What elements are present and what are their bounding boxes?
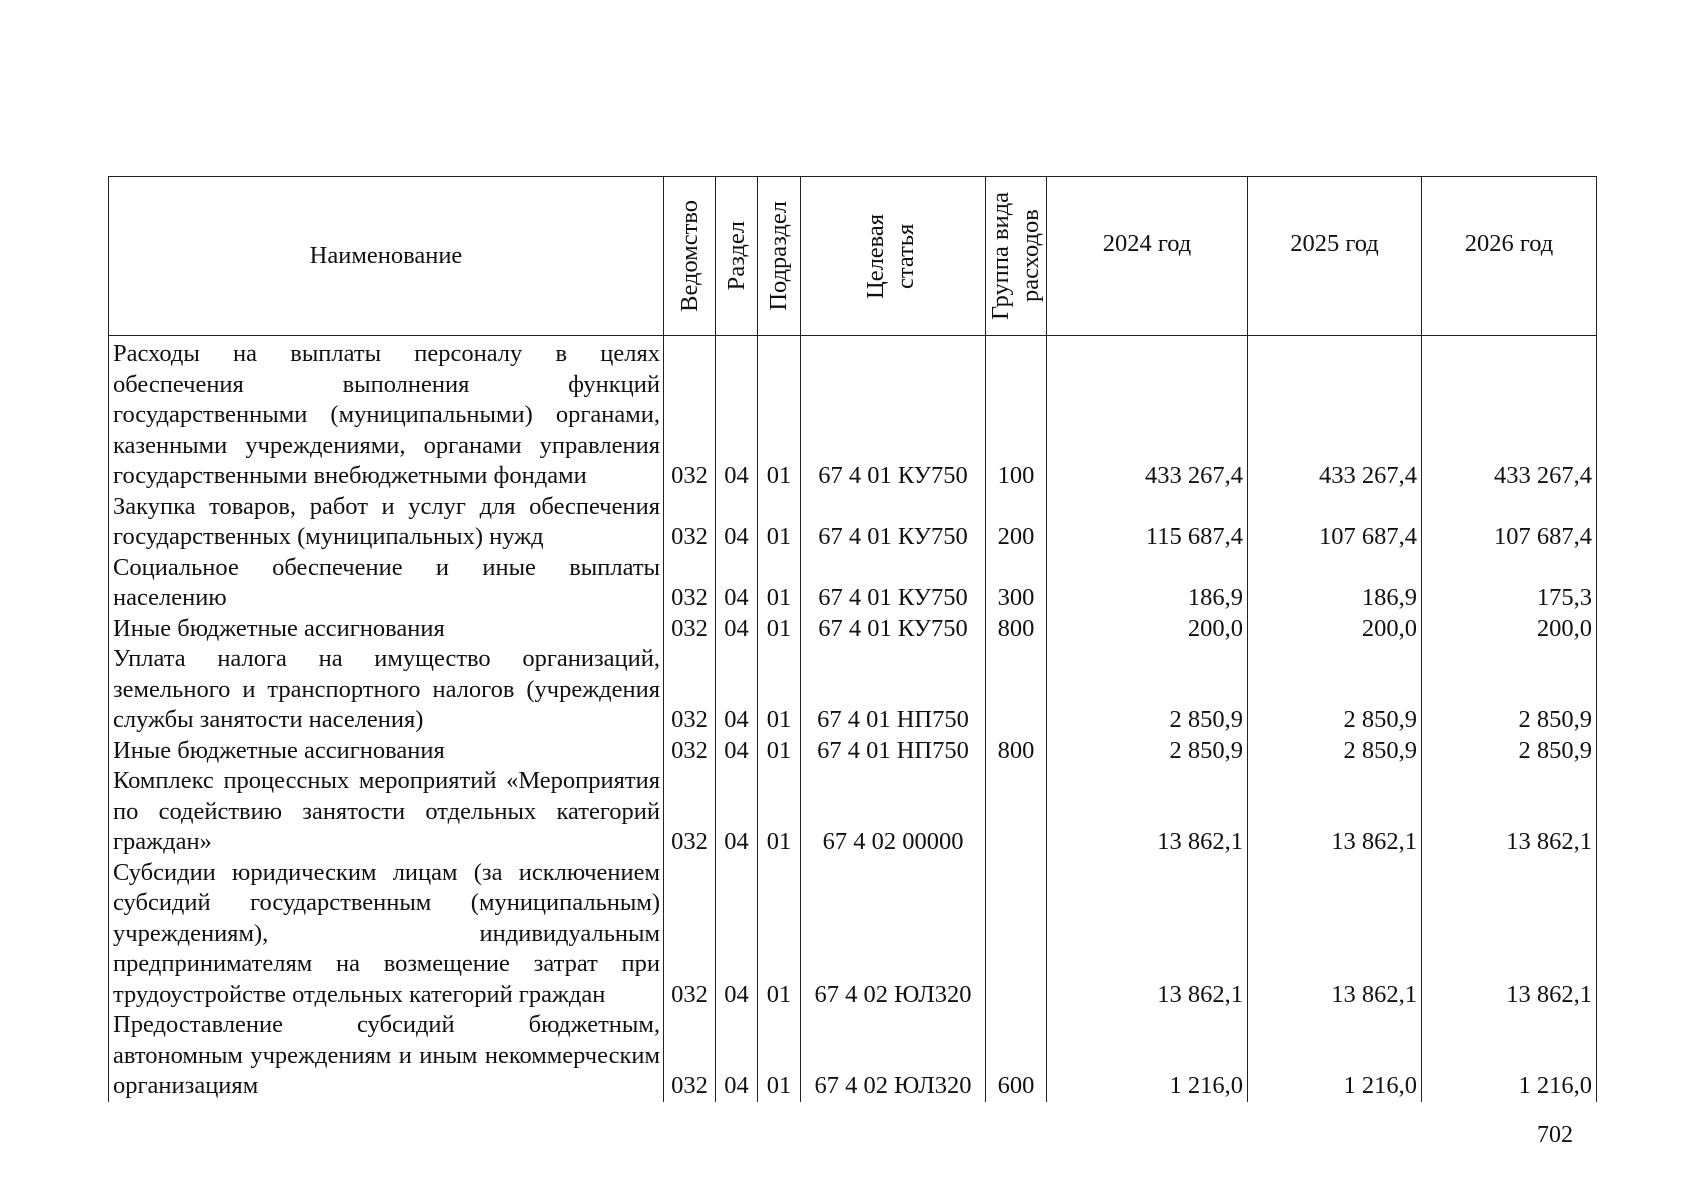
row-name: Социальное обеспечение и иные выплаты населению <box>109 553 664 614</box>
row-razdel: 04 <box>716 614 758 645</box>
row-vid-rashodov: 800 <box>986 736 1047 767</box>
row-celevaya-statya: 67 4 01 КУ750 <box>801 614 986 645</box>
row-value-2026: 13 862,1 <box>1422 858 1597 1011</box>
row-vedomstvo: 032 <box>664 766 716 858</box>
row-podrazdel: 01 <box>758 553 801 614</box>
row-vid-rashodov: 600 <box>986 1010 1047 1102</box>
row-vedomstvo: 032 <box>664 492 716 553</box>
table-row <box>109 644 1597 736</box>
row-value-2026: 433 267,4 <box>1422 336 1597 492</box>
row-name: Закупка товаров, работ и услуг для обеспечения государственных (муниципальных) нужд <box>109 492 664 553</box>
table-header-row <box>109 177 1597 336</box>
header-celevaya-statya: Целевая статья <box>801 177 986 336</box>
row-vid-rashodov: 100 <box>986 336 1047 492</box>
row-value-2026: 200,0 <box>1422 614 1597 645</box>
row-value-2026: 1 216,0 <box>1422 1010 1597 1102</box>
row-celevaya-statya: 67 4 01 НП750 <box>801 644 986 736</box>
row-podrazdel: 01 <box>758 858 801 1011</box>
row-razdel: 04 <box>716 858 758 1011</box>
row-vid-rashodov <box>986 766 1047 858</box>
row-name: Иные бюджетные ассигнования <box>109 614 664 645</box>
row-name: Расходы на выплаты персоналу в целях обеспечения выполнения функций государственными (муниципальными) органами, казенными учреждениями, органами управления государственными внебюджетными фондами <box>109 336 664 492</box>
row-value-2026: 13 862,1 <box>1422 766 1597 858</box>
table-row <box>109 858 1597 1011</box>
row-razdel: 04 <box>716 644 758 736</box>
row-vedomstvo: 032 <box>664 736 716 767</box>
row-value-2025: 13 862,1 <box>1248 858 1422 1011</box>
row-value-2024: 433 267,4 <box>1047 336 1248 492</box>
row-value-2025: 433 267,4 <box>1248 336 1422 492</box>
row-razdel: 04 <box>716 336 758 492</box>
row-vedomstvo: 032 <box>664 858 716 1011</box>
table-row <box>109 614 1597 645</box>
row-vid-rashodov <box>986 858 1047 1011</box>
row-vid-rashodov: 300 <box>986 553 1047 614</box>
header-razdel: Раздел <box>716 177 758 336</box>
row-value-2026: 2 850,9 <box>1422 644 1597 736</box>
header-vedomstvo: Ведомство <box>664 177 716 336</box>
row-value-2024: 200,0 <box>1047 614 1248 645</box>
row-value-2025: 200,0 <box>1248 614 1422 645</box>
row-vid-rashodov: 800 <box>986 614 1047 645</box>
row-celevaya-statya: 67 4 01 НП750 <box>801 736 986 767</box>
row-value-2025: 107 687,4 <box>1248 492 1422 553</box>
header-2025: 2025 год <box>1248 177 1422 336</box>
header-name: Наименование <box>109 177 664 336</box>
row-celevaya-statya: 67 4 01 КУ750 <box>801 336 986 492</box>
row-value-2025: 186,9 <box>1248 553 1422 614</box>
row-value-2025: 2 850,9 <box>1248 644 1422 736</box>
row-name: Предоставление субсидий бюджетным, автономным учреждениям и иным некоммерческим организациям <box>109 1010 664 1102</box>
row-name: Иные бюджетные ассигнования <box>109 736 664 767</box>
budget-table <box>108 176 1597 1102</box>
row-vedomstvo: 032 <box>664 336 716 492</box>
row-razdel: 04 <box>716 766 758 858</box>
row-celevaya-statya: 67 4 02 00000 <box>801 766 986 858</box>
header-2024: 2024 год <box>1047 177 1248 336</box>
header-2026: 2026 год <box>1422 177 1597 336</box>
row-celevaya-statya: 67 4 02 ЮЛ320 <box>801 858 986 1011</box>
row-podrazdel: 01 <box>758 644 801 736</box>
row-value-2024: 1 216,0 <box>1047 1010 1248 1102</box>
row-podrazdel: 01 <box>758 766 801 858</box>
row-value-2024: 186,9 <box>1047 553 1248 614</box>
row-podrazdel: 01 <box>758 492 801 553</box>
row-celevaya-statya: 67 4 01 КУ750 <box>801 492 986 553</box>
table-row <box>109 553 1597 614</box>
row-razdel: 04 <box>716 736 758 767</box>
row-podrazdel: 01 <box>758 336 801 492</box>
row-value-2025: 2 850,9 <box>1248 736 1422 767</box>
row-value-2025: 1 216,0 <box>1248 1010 1422 1102</box>
table-row <box>109 492 1597 553</box>
row-name: Комплекс процессных мероприятий «Мероприятия по содействию занятости отдельных категорий граждан» <box>109 766 664 858</box>
page-number: 702 <box>1537 1122 1573 1148</box>
row-razdel: 04 <box>716 1010 758 1102</box>
row-vedomstvo: 032 <box>664 614 716 645</box>
row-podrazdel: 01 <box>758 1010 801 1102</box>
row-vedomstvo: 032 <box>664 1010 716 1102</box>
row-value-2026: 175,3 <box>1422 553 1597 614</box>
row-vedomstvo: 032 <box>664 553 716 614</box>
row-vid-rashodov <box>986 644 1047 736</box>
table-row <box>109 1010 1597 1102</box>
row-value-2026: 107 687,4 <box>1422 492 1597 553</box>
row-podrazdel: 01 <box>758 614 801 645</box>
row-vid-rashodov: 200 <box>986 492 1047 553</box>
header-gruppa-vida-rashodov: Группа вида расходов <box>986 177 1047 336</box>
row-value-2024: 2 850,9 <box>1047 644 1248 736</box>
row-razdel: 04 <box>716 492 758 553</box>
row-value-2025: 13 862,1 <box>1248 766 1422 858</box>
row-celevaya-statya: 67 4 02 ЮЛ320 <box>801 1010 986 1102</box>
table-row <box>109 736 1597 767</box>
row-razdel: 04 <box>716 553 758 614</box>
row-value-2024: 115 687,4 <box>1047 492 1248 553</box>
table-row <box>109 336 1597 492</box>
row-celevaya-statya: 67 4 01 КУ750 <box>801 553 986 614</box>
row-name: Уплата налога на имущество организаций, земельного и транспортного налогов (учреждения службы занятости населения) <box>109 644 664 736</box>
header-podrazdel: Подраздел <box>758 177 801 336</box>
row-value-2024: 13 862,1 <box>1047 858 1248 1011</box>
row-value-2024: 2 850,9 <box>1047 736 1248 767</box>
row-value-2026: 2 850,9 <box>1422 736 1597 767</box>
table-row <box>109 766 1597 858</box>
row-vedomstvo: 032 <box>664 644 716 736</box>
row-value-2024: 13 862,1 <box>1047 766 1248 858</box>
row-podrazdel: 01 <box>758 736 801 767</box>
row-name: Субсидии юридическим лицам (за исключением субсидий государственным (муниципальным) учреждениям), индивидуальным предпринимателям на возмещение затрат при трудоустройстве отдельных категорий граждан <box>109 858 664 1011</box>
